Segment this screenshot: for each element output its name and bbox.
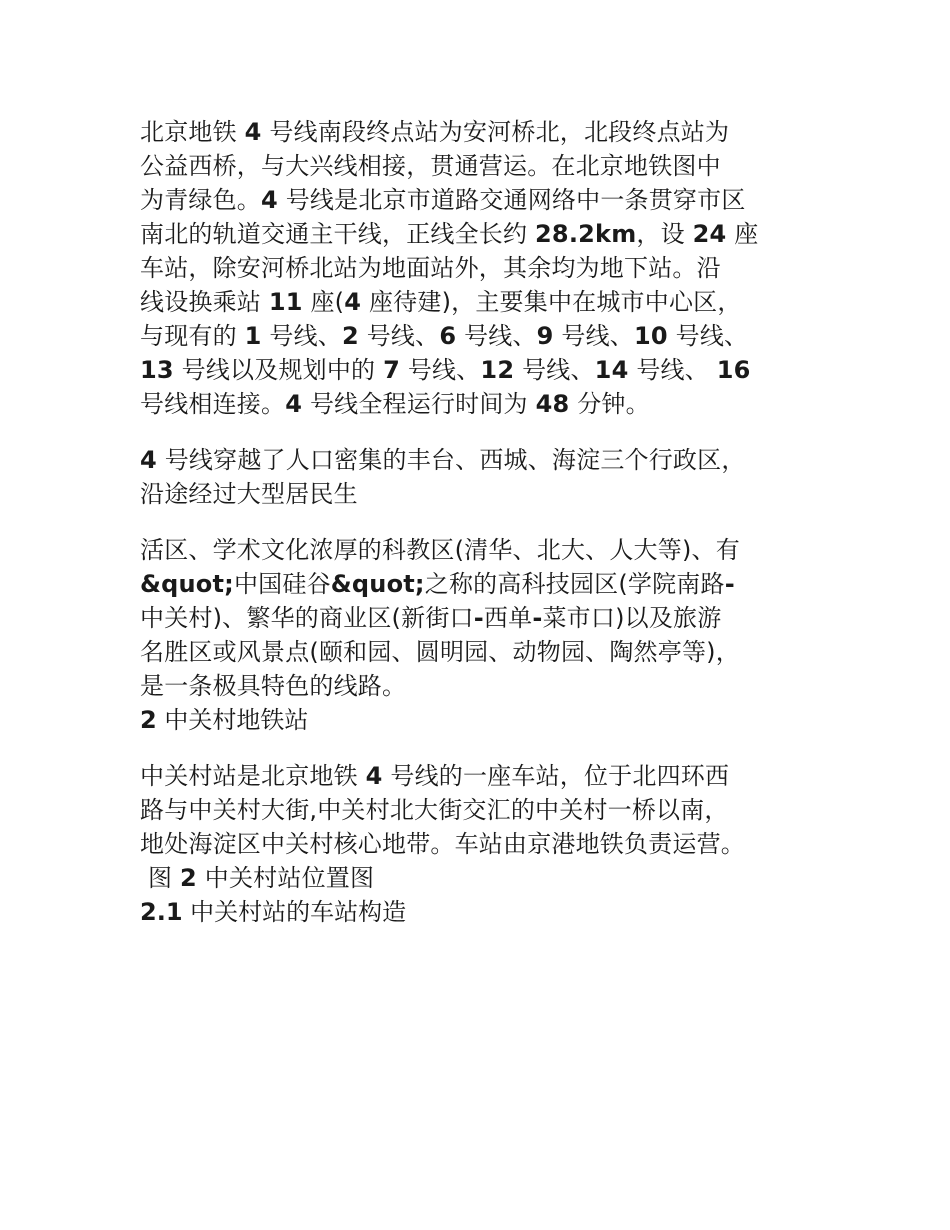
document-page xyxy=(140,115,820,929)
text-line: 4 号线穿越了人口密集的丰台、西城、海淀三个行政区， xyxy=(140,446,746,474)
bold-text: - xyxy=(473,604,484,632)
bold-text: 16 xyxy=(716,356,751,384)
section-heading-zhongguancun-station xyxy=(140,703,820,737)
text-line: 是一条极具特色的线路。 xyxy=(140,672,407,700)
bold-text: 24 xyxy=(692,220,727,248)
bold-text: 4 xyxy=(140,446,157,474)
bold-text: &quot; xyxy=(140,570,234,598)
bold-text: &quot; xyxy=(330,570,425,598)
bold-text: 10 xyxy=(634,322,668,350)
paragraph-line4-areas xyxy=(140,533,820,703)
paragraph-zhongguancun-station xyxy=(140,759,820,895)
bold-text: 14 xyxy=(594,356,629,384)
text-line: 与现有的 1 号线、2 号线、6 号线、9 号线、10 号线、 xyxy=(140,322,749,350)
text-line: 活区、学术文化浓厚的科教区(清华、北大、人大等)、有 xyxy=(140,536,740,564)
bold-text: 1 xyxy=(244,322,262,350)
text-line: 北京地铁 4 号线南段终点站为安河桥北，北段终点站为 xyxy=(140,118,730,146)
bold-text: 4 xyxy=(344,288,362,316)
paragraph-line4-overview xyxy=(140,115,820,421)
text-line: 公益西桥，与大兴线相接，贯通营运。在北京地铁图中 xyxy=(140,152,721,180)
bold-text: - xyxy=(724,570,735,598)
text-line: 名胜区或风景点(颐和园、圆明园、动物园、陶然亭等)， xyxy=(140,638,740,666)
bold-text: 2 xyxy=(341,322,359,350)
text-line: &quot;中国硅谷&quot;之称的高科技园区(学院南路- xyxy=(140,570,735,598)
bold-text: 28.2km xyxy=(535,220,637,248)
text-line: 号线相连接。4 号线全程运行时间为 48 分钟。 xyxy=(140,390,650,418)
text-line: 沿途经过大型居民生 xyxy=(140,480,358,508)
bold-text: 11 xyxy=(268,288,303,316)
bold-text: 4 xyxy=(365,762,383,790)
text-line: 线设换乘站 11 座(4 座待建)，主要集中在城市中心区， xyxy=(140,288,742,316)
text-line: 车站，除安河桥北站为地面站外，其余均为地下站。沿 xyxy=(140,254,721,282)
section-heading-station-structure xyxy=(140,895,820,929)
text-line: 为青绿色。4 号线是北京市道路交通网络中一条贯穿市区 xyxy=(140,186,746,214)
heading-text: 2.1 中关村站的车站构造 xyxy=(140,898,407,926)
text-line: 路与中关村大街,中关村北大街交汇的中关村一桥以南， xyxy=(140,796,729,824)
figure-caption: 图 2 中关村站位置图 xyxy=(148,864,375,892)
bold-text: 4 xyxy=(261,186,278,214)
text-line: 地处海淀区中关村核心地带。车站由京港地铁负责运营。 xyxy=(140,830,745,858)
bold-text: 4 xyxy=(244,118,262,146)
bold-text: 12 xyxy=(480,356,515,384)
bold-text: - xyxy=(532,604,543,632)
paragraph-line4-districts xyxy=(140,443,820,511)
bold-text: 9 xyxy=(536,322,554,350)
bold-text: 13 xyxy=(140,356,174,384)
bold-text: 2 xyxy=(180,864,197,892)
bold-text: 7 xyxy=(383,356,400,384)
text-line: 中关村)、繁华的商业区(新街口-西单-菜市口)以及旅游 xyxy=(140,604,722,632)
heading-text: 2 中关村地铁站 xyxy=(140,706,309,734)
text-line: 中关村站是北京地铁 4 号线的一座车站，位于北四环西 xyxy=(140,762,730,790)
bold-text: 6 xyxy=(439,322,457,350)
text-line: 南北的轨道交通主干线，正线全长约 28.2km，设 24 座 xyxy=(140,220,759,248)
bold-text: 48 xyxy=(535,390,570,418)
bold-text: 2.1 xyxy=(140,898,183,926)
bold-text: 4 xyxy=(285,390,303,418)
text-line: 13 号线以及规划中的 7 号线、12 号线、14 号线、 16 xyxy=(140,356,751,384)
bold-text: 2 xyxy=(140,706,157,734)
